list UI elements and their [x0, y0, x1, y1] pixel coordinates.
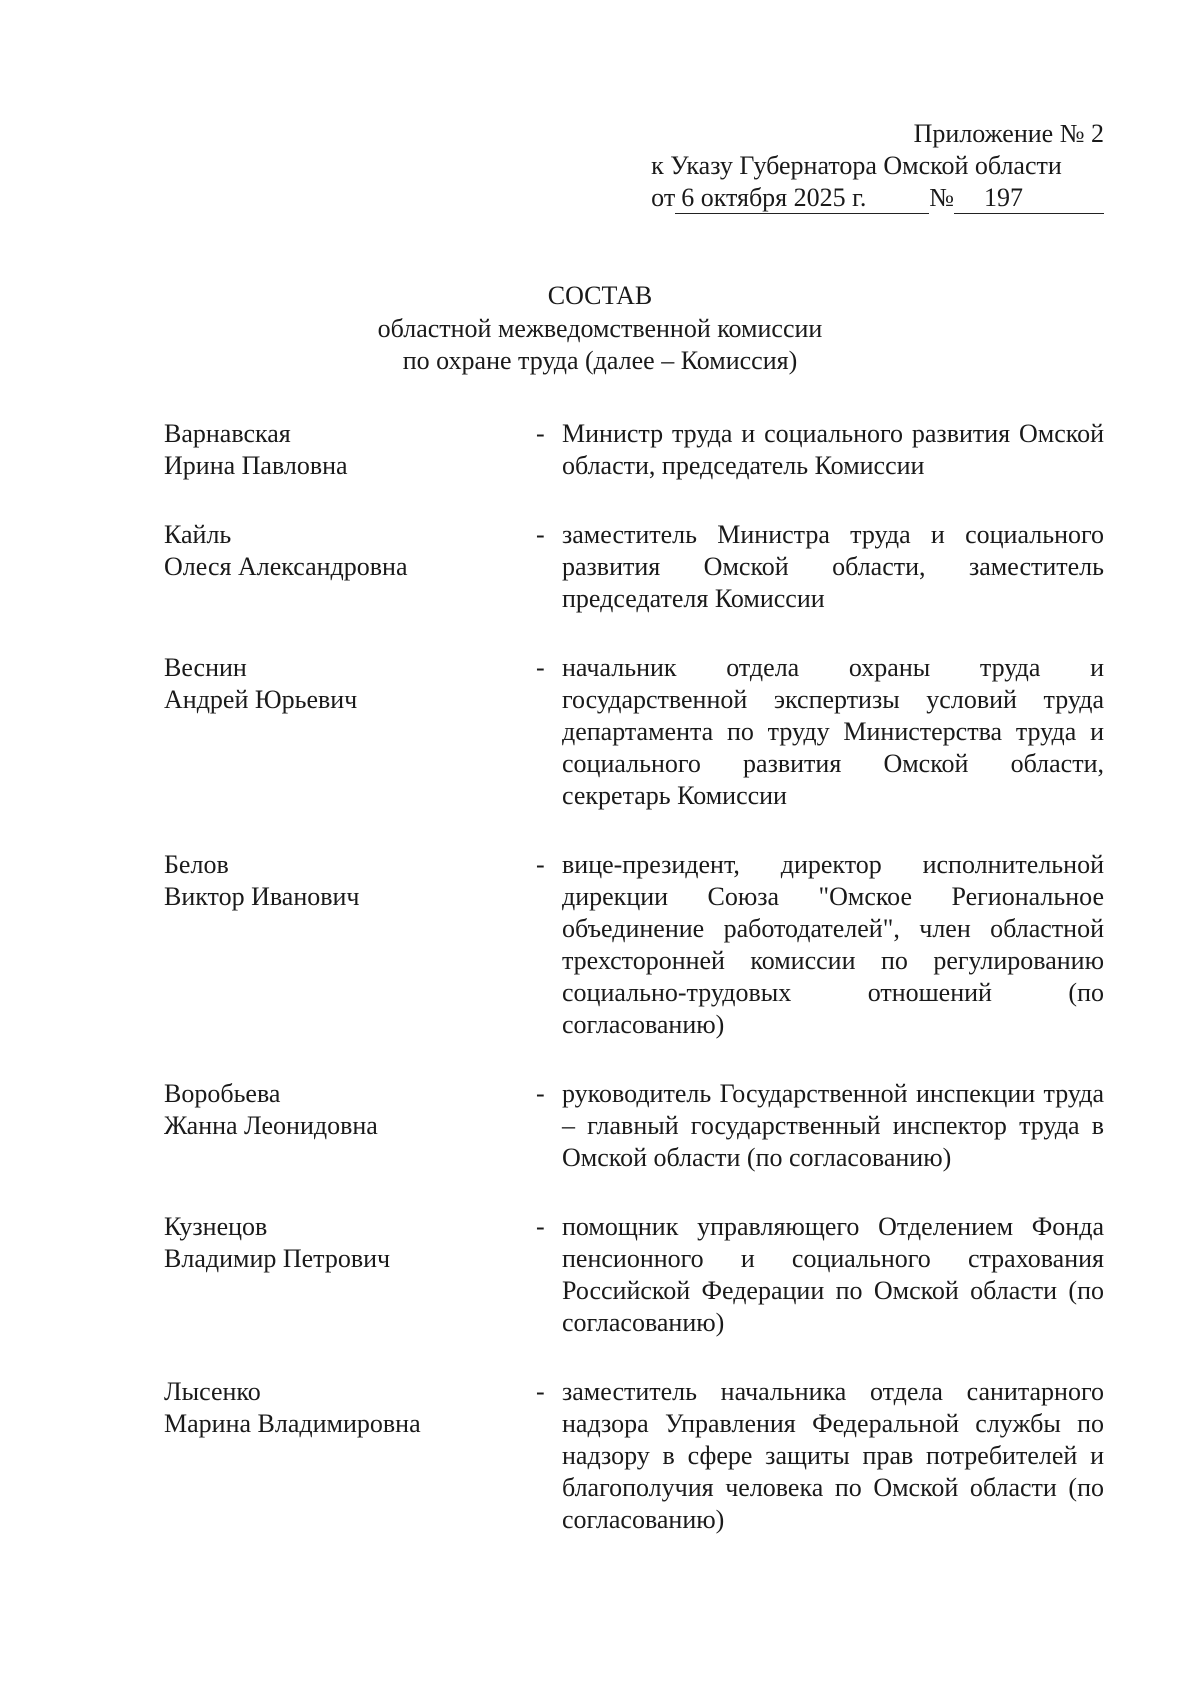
- member-given-names: Жанна Леонидовна: [164, 1111, 378, 1140]
- appendix-number: Приложение № 2: [913, 119, 1104, 148]
- member-role: Министр труда и социального развития Омской области, председатель Комиссии: [562, 419, 1104, 480]
- member-given-names: Ирина Павловна: [164, 451, 348, 480]
- member-surname: Варнавская: [164, 419, 291, 448]
- member-row: [164, 519, 1104, 615]
- member-role: заместитель начальника отдела санитарного надзора Управления Федеральной службы по надзору в сфере защиты прав потребителей и благополучия человека по Омской области (по согласованию): [562, 1377, 1104, 1534]
- member-surname: Кайль: [164, 520, 232, 549]
- member-row: [164, 418, 1104, 482]
- member-surname: Воробьева: [164, 1079, 281, 1108]
- member-surname: Веснин: [164, 653, 247, 682]
- member-role: заместитель Министра труда и социального развития Омской области, заместитель председателя Комиссии: [562, 520, 1104, 613]
- member-name: [164, 1211, 530, 1275]
- member-row: [164, 1211, 1104, 1339]
- title-line-3: по охране труда (далее – Комиссия): [402, 346, 798, 375]
- member-name: [164, 1376, 530, 1440]
- member-dash: -: [536, 1212, 545, 1241]
- member-role: помощник управляющего Отделением Фонда пенсионного и социального страхования Российской Федерации по Омской области (по согласованию): [562, 1212, 1104, 1337]
- member-dash: -: [536, 419, 545, 448]
- member-role: начальник отдела охраны труда и государственной экспертизы условий труда департамента по труду Министерства труда и социального развития Омской области, секретарь Комиссии: [562, 653, 1104, 810]
- number-label: №: [929, 183, 954, 212]
- member-name: [164, 519, 530, 583]
- date-prefix: от: [651, 183, 676, 212]
- member-row: [164, 652, 1104, 812]
- member-given-names: Виктор Иванович: [164, 882, 360, 911]
- decree-number: 197: [954, 183, 1104, 214]
- member-row: [164, 849, 1104, 1041]
- decree-date: 6 октября 2025 г.: [675, 183, 929, 214]
- member-surname: Кузнецов: [164, 1212, 268, 1241]
- member-name: [164, 418, 530, 482]
- member-name: [164, 1078, 530, 1142]
- member-dash: -: [536, 520, 545, 549]
- appendix-date-line: [651, 182, 1104, 214]
- appendix-header: [651, 118, 1104, 214]
- appendix-decree-reference: к Указу Губернатора Омской области: [651, 151, 1062, 180]
- member-given-names: Владимир Петрович: [164, 1244, 391, 1273]
- member-row: [164, 1078, 1104, 1174]
- member-dash: -: [536, 1377, 545, 1406]
- member-dash: -: [536, 1079, 545, 1108]
- member-name: [164, 849, 530, 913]
- document-title: [0, 280, 1200, 377]
- member-given-names: Марина Владимировна: [164, 1409, 421, 1438]
- member-dash: -: [536, 850, 545, 879]
- member-surname: Белов: [164, 850, 229, 879]
- title-line-2: областной межведомственной комиссии: [377, 314, 823, 343]
- member-dash: -: [536, 653, 545, 682]
- member-row: [164, 1376, 1104, 1536]
- member-surname: Лысенко: [164, 1377, 261, 1406]
- member-given-names: Олеся Александровна: [164, 552, 408, 581]
- member-given-names: Андрей Юрьевич: [164, 685, 358, 714]
- member-role: руководитель Государственной инспекции труда – главный государственный инспектор труда в Омской области (по согласованию): [562, 1079, 1104, 1172]
- member-role: вице-президент, директор исполнительной дирекции Союза "Омское Региональное объединение работодателей", член областной трехсторонней комиссии по регулированию социально-трудовых отношений (по согласованию): [562, 850, 1104, 1039]
- title-heading: СОСТАВ: [547, 281, 653, 310]
- members-list: [164, 418, 1104, 1536]
- member-name: [164, 652, 530, 716]
